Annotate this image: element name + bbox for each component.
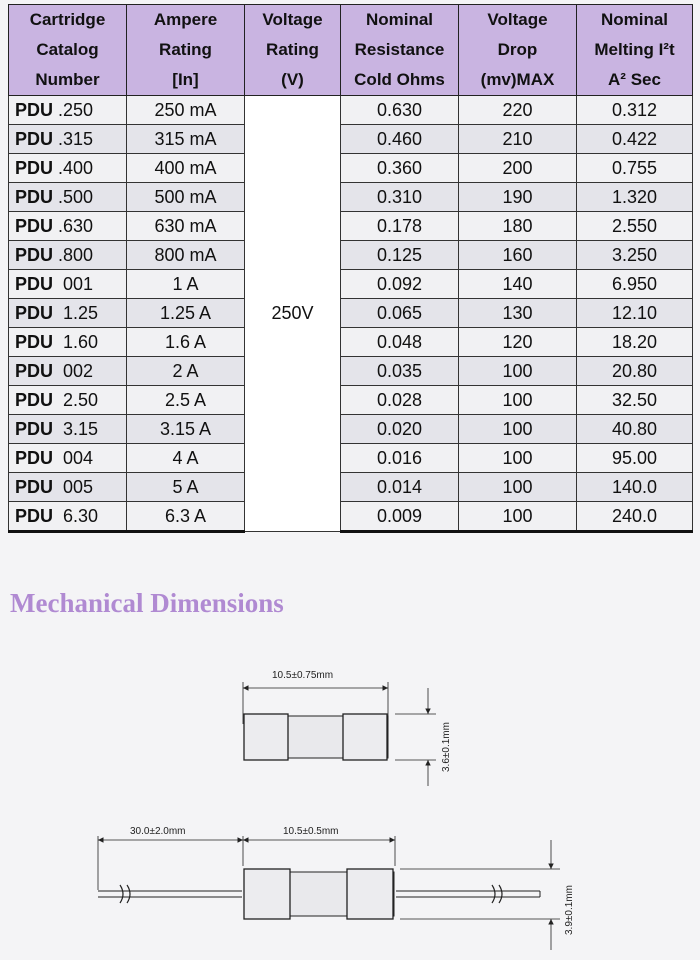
catalog-prefix: PDU xyxy=(15,360,54,381)
catalog-number-cell xyxy=(9,241,127,270)
resistance-cell: 0.020 xyxy=(341,415,459,444)
axial-fuse-drawing xyxy=(98,836,560,950)
ampere-rating-cell: 5 A xyxy=(127,473,245,502)
voltage-drop-cell: 210 xyxy=(459,125,577,154)
ampere-rating-cell: 1 A xyxy=(127,270,245,299)
melting-i2t-cell: 18.20 xyxy=(577,328,693,357)
catalog-number-cell xyxy=(9,125,127,154)
column-header-line: Voltage xyxy=(487,10,548,29)
axial-diameter-label: 3.9±0.1mm xyxy=(564,885,575,935)
melting-i2t-cell: 1.320 xyxy=(577,183,693,212)
catalog-number-cell xyxy=(9,299,127,328)
cartridge-fuse-drawing xyxy=(243,682,436,786)
table-row xyxy=(9,270,693,299)
lead-length-label: 30.0±2.0mm xyxy=(130,826,186,837)
melting-i2t-cell: 95.00 xyxy=(577,444,693,473)
column-header-line: Nominal xyxy=(365,10,434,29)
column-header-line: A² Sec xyxy=(608,70,661,89)
catalog-prefix: PDU xyxy=(15,418,54,439)
catalog-prefix: PDU xyxy=(15,128,54,149)
melting-i2t-cell: 0.312 xyxy=(577,96,693,125)
column-header-line: (mv)MAX xyxy=(480,70,555,89)
cartridge-length-label: 10.5±0.75mm xyxy=(272,670,334,681)
melting-i2t-cell: 240.0 xyxy=(577,502,693,532)
catalog-number-cell xyxy=(9,386,127,415)
catalog-prefix: PDU xyxy=(15,302,54,323)
table-header-row xyxy=(9,5,693,96)
catalog-number-cell xyxy=(9,96,127,125)
catalog-prefix: PDU xyxy=(15,331,54,352)
ampere-rating-cell: 250 mA xyxy=(127,96,245,125)
column-header-line: Catalog xyxy=(36,40,99,59)
voltage-drop-cell: 220 xyxy=(459,96,577,125)
column-header-line: Melting I²t xyxy=(594,40,675,59)
catalog-number-cell xyxy=(9,444,127,473)
catalog-code: .500 xyxy=(58,186,94,207)
column-header-line: Voltage xyxy=(262,10,323,29)
table-row xyxy=(9,328,693,357)
resistance-cell: 0.065 xyxy=(341,299,459,328)
melting-i2t-cell: 20.80 xyxy=(577,357,693,386)
table-row xyxy=(9,154,693,183)
catalog-code: 002 xyxy=(63,360,94,381)
catalog-number-cell xyxy=(9,154,127,183)
catalog-code: .630 xyxy=(58,215,94,236)
ampere-rating-cell: 3.15 A xyxy=(127,415,245,444)
table-row xyxy=(9,299,693,328)
column-header-line: [In] xyxy=(172,70,199,89)
column-header-line: Rating xyxy=(266,40,319,59)
catalog-code: .315 xyxy=(58,128,94,149)
melting-i2t-cell: 32.50 xyxy=(577,386,693,415)
column-header-line: Resistance xyxy=(354,40,445,59)
resistance-cell: 0.360 xyxy=(341,154,459,183)
catalog-code: 6.30 xyxy=(63,505,99,526)
resistance-cell: 0.460 xyxy=(341,125,459,154)
melting-i2t-cell: 0.422 xyxy=(577,125,693,154)
column-header xyxy=(341,5,459,96)
catalog-prefix: PDU xyxy=(15,273,54,294)
voltage-rating-cell: 250V xyxy=(245,96,341,532)
table-row xyxy=(9,212,693,241)
voltage-drop-cell: 100 xyxy=(459,502,577,532)
voltage-drop-cell: 100 xyxy=(459,444,577,473)
table-row xyxy=(9,96,693,125)
table-row xyxy=(9,357,693,386)
melting-i2t-cell: 2.550 xyxy=(577,212,693,241)
catalog-code: .400 xyxy=(58,157,94,178)
catalog-prefix: PDU xyxy=(15,447,54,468)
ampere-rating-cell: 2 A xyxy=(127,357,245,386)
column-header-line: Number xyxy=(35,70,100,89)
catalog-prefix: PDU xyxy=(15,389,54,410)
catalog-code: 1.25 xyxy=(63,302,99,323)
voltage-drop-cell: 180 xyxy=(459,212,577,241)
resistance-cell: 0.178 xyxy=(341,212,459,241)
catalog-prefix: PDU xyxy=(15,476,54,497)
table-row xyxy=(9,473,693,502)
column-header-line: Nominal xyxy=(600,10,669,29)
column-header xyxy=(9,5,127,96)
table-row xyxy=(9,386,693,415)
catalog-number-cell xyxy=(9,502,127,532)
voltage-drop-cell: 130 xyxy=(459,299,577,328)
voltage-drop-cell: 190 xyxy=(459,183,577,212)
table-row xyxy=(9,241,693,270)
ampere-rating-cell: 6.3 A xyxy=(127,502,245,532)
voltage-drop-cell: 100 xyxy=(459,415,577,444)
catalog-code: 3.15 xyxy=(63,418,99,439)
melting-i2t-cell: 12.10 xyxy=(577,299,693,328)
resistance-cell: 0.125 xyxy=(341,241,459,270)
melting-i2t-cell: 40.80 xyxy=(577,415,693,444)
catalog-number-cell xyxy=(9,183,127,212)
resistance-cell: 0.035 xyxy=(341,357,459,386)
catalog-code: 005 xyxy=(63,476,94,497)
melting-i2t-cell: 0.755 xyxy=(577,154,693,183)
ampere-rating-cell: 2.5 A xyxy=(127,386,245,415)
ampere-rating-cell: 4 A xyxy=(127,444,245,473)
voltage-drop-cell: 160 xyxy=(459,241,577,270)
catalog-prefix: PDU xyxy=(15,99,54,120)
resistance-cell: 0.630 xyxy=(341,96,459,125)
ampere-rating-cell: 315 mA xyxy=(127,125,245,154)
mechanical-drawing xyxy=(0,640,700,960)
ampere-rating-cell: 630 mA xyxy=(127,212,245,241)
column-header-line: Ampere xyxy=(153,10,218,29)
catalog-number-cell xyxy=(9,473,127,502)
table-row xyxy=(9,125,693,154)
table-row xyxy=(9,502,693,532)
axial-body-length-label: 10.5±0.5mm xyxy=(283,826,339,837)
column-header-line: (V) xyxy=(281,70,304,89)
catalog-prefix: PDU xyxy=(15,157,54,178)
table-row xyxy=(9,415,693,444)
catalog-code: 004 xyxy=(63,447,94,468)
resistance-cell: 0.310 xyxy=(341,183,459,212)
resistance-cell: 0.016 xyxy=(341,444,459,473)
catalog-number-cell xyxy=(9,212,127,241)
resistance-cell: 0.009 xyxy=(341,502,459,532)
fuse-spec-table xyxy=(8,4,693,533)
ampere-rating-cell: 1.25 A xyxy=(127,299,245,328)
column-header-line: Drop xyxy=(497,40,538,59)
catalog-prefix: PDU xyxy=(15,244,54,265)
cartridge-diameter-label: 3.6±0.1mm xyxy=(441,722,452,772)
catalog-prefix: PDU xyxy=(15,215,54,236)
resistance-cell: 0.028 xyxy=(341,386,459,415)
column-header xyxy=(459,5,577,96)
column-header-line: Cold Ohms xyxy=(354,70,445,89)
catalog-code: 2.50 xyxy=(63,389,99,410)
section-title: Mechanical Dimensions xyxy=(10,588,284,618)
column-header-line: Cartridge xyxy=(29,10,106,29)
table-row xyxy=(9,183,693,212)
resistance-cell: 0.092 xyxy=(341,270,459,299)
voltage-drop-cell: 140 xyxy=(459,270,577,299)
voltage-drop-cell: 200 xyxy=(459,154,577,183)
catalog-number-cell xyxy=(9,328,127,357)
catalog-code: 1.60 xyxy=(63,331,99,352)
ampere-rating-cell: 500 mA xyxy=(127,183,245,212)
voltage-drop-cell: 100 xyxy=(459,386,577,415)
voltage-drop-cell: 120 xyxy=(459,328,577,357)
catalog-prefix: PDU xyxy=(15,186,54,207)
resistance-cell: 0.014 xyxy=(341,473,459,502)
melting-i2t-cell: 140.0 xyxy=(577,473,693,502)
ampere-rating-cell: 800 mA xyxy=(127,241,245,270)
voltage-drop-cell: 100 xyxy=(459,357,577,386)
catalog-number-cell xyxy=(9,270,127,299)
column-header-line: Rating xyxy=(159,40,212,59)
catalog-code: 001 xyxy=(63,273,94,294)
catalog-number-cell xyxy=(9,415,127,444)
column-header xyxy=(245,5,341,96)
catalog-code: .800 xyxy=(58,244,94,265)
table-row xyxy=(9,444,693,473)
melting-i2t-cell: 3.250 xyxy=(577,241,693,270)
catalog-number-cell xyxy=(9,357,127,386)
catalog-code: .250 xyxy=(58,99,94,120)
column-header xyxy=(127,5,245,96)
melting-i2t-cell: 6.950 xyxy=(577,270,693,299)
catalog-prefix: PDU xyxy=(15,505,54,526)
voltage-drop-cell: 100 xyxy=(459,473,577,502)
ampere-rating-cell: 400 mA xyxy=(127,154,245,183)
resistance-cell: 0.048 xyxy=(341,328,459,357)
ampere-rating-cell: 1.6 A xyxy=(127,328,245,357)
column-header xyxy=(577,5,693,96)
